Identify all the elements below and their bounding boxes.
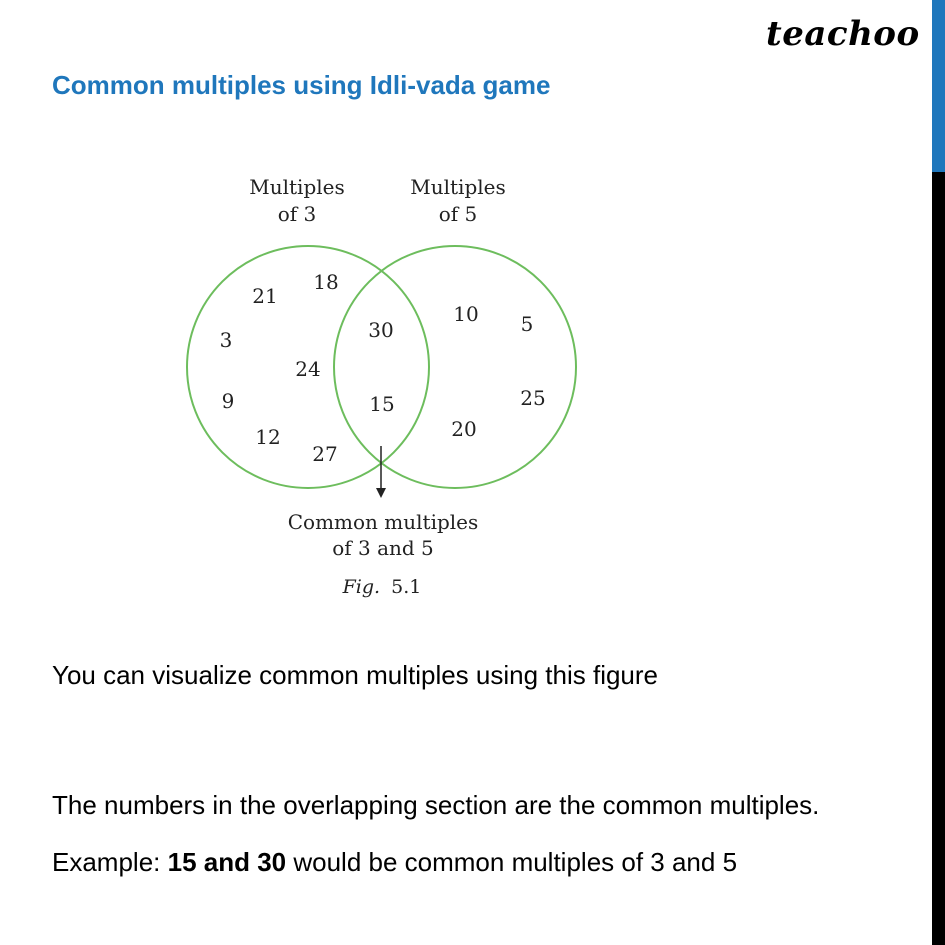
visualize-text: You can visualize common multiples using this figure — [52, 660, 659, 690]
figure-caption-fig: Fig. — [342, 576, 381, 598]
number-27: 27 — [312, 442, 338, 466]
number-12: 12 — [255, 425, 281, 449]
example-text — [52, 847, 737, 878]
number-20: 20 — [451, 417, 477, 441]
common-multiples-label-line1: Common multiples — [287, 510, 479, 534]
figure-caption — [342, 576, 422, 598]
common-multiples-label-line2: of 3 and 5 — [332, 536, 434, 560]
example-suffix: would be common multiples of 3 and 5 — [286, 847, 738, 877]
number-10: 10 — [453, 302, 479, 326]
overlap-explanation-text: The numbers in the overlapping section are the common multiples. — [52, 790, 820, 820]
example-prefix: Example: — [52, 847, 168, 877]
number-25: 25 — [520, 386, 546, 410]
left-set-label-line2: of 3 — [277, 202, 317, 226]
number-5: 5 — [520, 312, 534, 336]
page-title: Common multiples using Idli-vada game — [52, 70, 551, 100]
number-21: 21 — [252, 284, 278, 308]
right-set-label-line1: Multiples — [410, 175, 506, 199]
number-3: 3 — [219, 328, 233, 352]
left-set-label-line1: Multiples — [249, 175, 345, 199]
number-30: 30 — [368, 318, 394, 342]
number-15: 15 — [369, 392, 395, 416]
multiples-of-5-circle — [334, 246, 576, 488]
number-24: 24 — [295, 357, 321, 381]
number-18: 18 — [313, 270, 339, 294]
example-bold-numbers: 15 and 30 — [167, 847, 287, 877]
number-9: 9 — [221, 389, 235, 413]
arrow-head — [376, 488, 386, 498]
figure-caption-number: 5.1 — [391, 576, 422, 598]
right-set-label-line2: of 5 — [438, 202, 478, 226]
teachoo-logo: teachoo — [766, 14, 920, 54]
